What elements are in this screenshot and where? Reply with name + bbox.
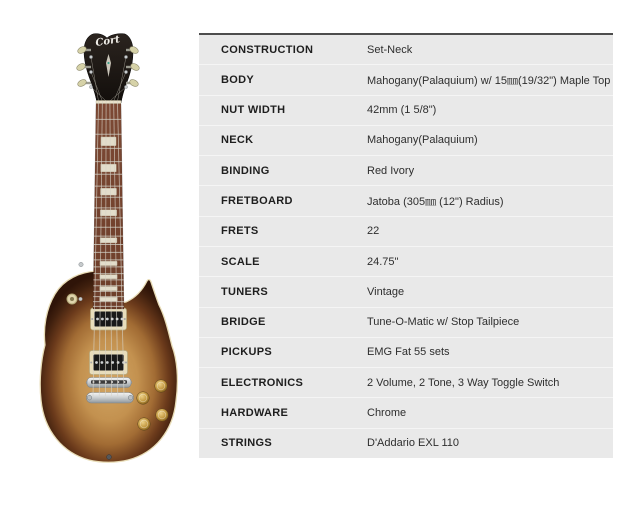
bridge-pickup: [90, 351, 128, 375]
spec-row: [199, 307, 613, 337]
spec-label: BINDING: [221, 164, 270, 177]
end-pin: [107, 455, 112, 460]
spec-row: [199, 246, 613, 276]
spec-row: [199, 367, 613, 397]
headstock-inlay-dot: [107, 62, 109, 64]
spec-label: HARDWARE: [221, 407, 289, 420]
guitar-image: [0, 0, 200, 505]
spec-label: NECK: [221, 134, 254, 147]
neck-pickup: [91, 308, 127, 330]
volume-knob-2: [137, 392, 150, 405]
spec-value: Red Ivory: [367, 164, 415, 177]
spec-value: Set-Neck: [367, 43, 413, 56]
spec-value: D'Addario EXL 110: [367, 437, 459, 450]
spec-label: BRIDGE: [221, 316, 266, 329]
spec-value: 2 Volume, 2 Tone, 3 Way Toggle Switch: [367, 376, 560, 389]
spec-label: ELECTRONICS: [221, 376, 304, 389]
tuner-button: [129, 78, 140, 88]
brand-logo: Cort: [94, 34, 121, 49]
tuner-button: [77, 78, 88, 88]
spec-label: CONSTRUCTION: [221, 43, 314, 56]
tuner-button: [76, 62, 87, 72]
specs-table: [199, 33, 613, 458]
spec-row: [199, 155, 613, 185]
volume-knob-1: [155, 380, 168, 393]
spec-value: Vintage: [367, 285, 405, 298]
spec-value: Chrome: [367, 407, 407, 420]
spec-row: [199, 337, 613, 367]
guitar-illustration: [0, 0, 200, 505]
spec-label: STRINGS: [221, 437, 272, 450]
spec-label: PICKUPS: [221, 346, 272, 359]
spec-row: [199, 35, 613, 64]
spec-row: [199, 125, 613, 155]
spec-value: EMG Fat 55 sets: [367, 346, 450, 359]
spec-row: [199, 64, 613, 94]
spec-value: Tune-O-Matic w/ Stop Tailpiece: [367, 316, 520, 329]
spec-label: NUT WIDTH: [221, 104, 286, 117]
spec-label: FRETBOARD: [221, 195, 293, 208]
spec-label: FRETS: [221, 225, 259, 238]
tone-knob-1: [156, 409, 169, 422]
toggle-switch-tip: [79, 297, 83, 301]
spec-label: SCALE: [221, 255, 260, 268]
spec-row: [199, 276, 613, 306]
spec-value: 42mm (1 5/8"): [367, 104, 437, 117]
spec-value: Mahogany(Palaquium): [367, 134, 478, 147]
stop-tailpiece: [87, 393, 134, 404]
spec-row: [199, 95, 613, 125]
spec-row: [199, 185, 613, 215]
spec-label: BODY: [221, 73, 254, 86]
strap-button: [79, 262, 83, 266]
toggle-switch: [70, 297, 74, 301]
spec-value: Mahogany(Palaquium) w/ 15㎜(19/32") Maple Top: [367, 74, 611, 87]
spec-label: TUNERS: [221, 285, 269, 298]
spec-value: 22: [367, 225, 380, 238]
spec-value: 24.75": [367, 255, 399, 268]
spec-row: [199, 397, 613, 427]
spec-row: [199, 216, 613, 246]
spec-value: Jatoba (305㎜ (12") Radius): [367, 196, 504, 209]
tone-knob-2: [138, 418, 151, 431]
spec-row: [199, 428, 613, 458]
